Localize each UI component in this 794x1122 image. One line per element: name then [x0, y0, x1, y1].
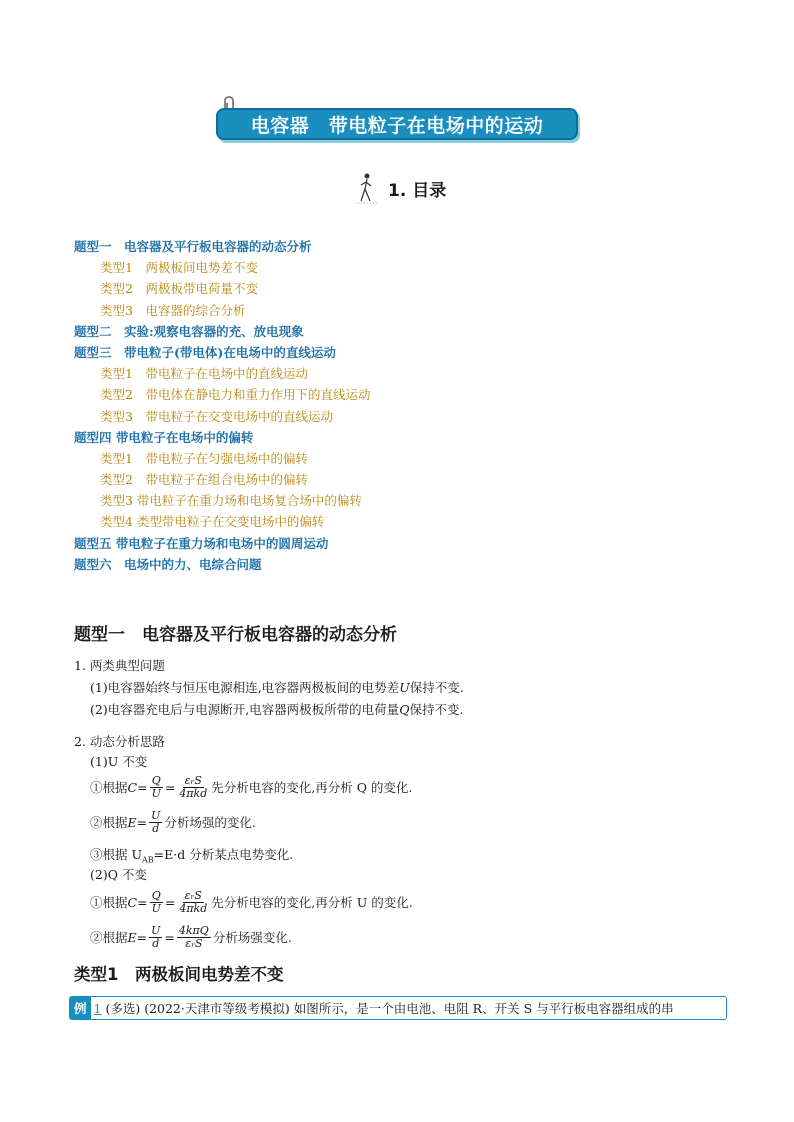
figure-icon: [352, 171, 382, 205]
title-banner: [216, 108, 578, 140]
subsection-heading: 类型1 两极板间电势差不变: [74, 965, 284, 984]
formula-line: ②根据 E= $\frac{U}{d}$ 分析场强的变化.: [90, 809, 256, 835]
toc-item[interactable]: 类型2 带电体在静电力和重力作用下的直线运动: [100, 387, 371, 403]
fraction: $\frac{Q}{U}$: [151, 889, 161, 915]
toc-item[interactable]: 题型一 电容器及平行板电容器的动态分析: [74, 239, 312, 254]
table-of-contents: [74, 236, 734, 575]
fraction: $\frac{U}{d}$: [151, 924, 161, 950]
toc-item[interactable]: 题型六 电场中的力、电综合问题: [74, 556, 262, 572]
toc-header: [352, 168, 446, 208]
case-label: (1)U 不变: [90, 754, 148, 769]
toc-item[interactable]: 类型3 带电粒子在重力场和电场复合场中的偏转: [100, 493, 362, 509]
page-title: 电容器 带电粒子在电场中的运动: [250, 114, 544, 137]
formula-line: ①根据 C= $\frac{Q}{U}$ = $\frac{\text{εᵣS}}{\text{4πkd}}$ 先分析电容的变化,再分析 Q 的变化.: [90, 774, 413, 800]
toc-item[interactable]: 类型3 带电粒子在交变电场中的直线运动: [100, 408, 333, 424]
toc-item[interactable]: 类型1 带电粒子在匀强电场中的偏转: [100, 450, 308, 466]
toc-item[interactable]: 类型4 类型带电粒子在交变电场中的偏转: [100, 514, 325, 530]
example-text: (多选) (2022·天津市等级考模拟) 如图所示，是一个由电池、电阻 R、开关 S 与平行板电容器组成的串: [105, 1001, 674, 1016]
toc-item[interactable]: 题型三 带电粒子(带电体)在电场中的直线运动: [74, 344, 336, 360]
fraction: $\frac{\text{εᵣS}}{\text{4πkd}}$: [179, 774, 208, 800]
paragraph: (1)电容器始终与恒压电源相连,电容器两极板间的电势差U保持不变.: [90, 680, 464, 695]
toc-item[interactable]: 类型3 电容器的综合分析: [100, 302, 246, 318]
formula-line: ②根据 E= $\frac{U}{d}$ = $\frac{\text{4kπQ}}{\text{εᵣS}}$ 分析场强变化.: [90, 924, 292, 950]
toc-item[interactable]: 题型四 带电粒子在电场中的偏转: [74, 429, 254, 445]
example-box: [69, 996, 727, 1020]
case-label: (2)Q 不变: [90, 867, 147, 882]
fraction: $\frac{Q}{U}$: [151, 774, 161, 800]
fraction: $\frac{U}{d}$: [151, 809, 161, 835]
paragraph: (2)电容器充电后与电源断开,电容器两极板所带的电荷量Q保持不变.: [90, 702, 464, 717]
toc-item[interactable]: 类型1 带电粒子在电场中的直线运动: [100, 366, 308, 382]
formula-line: ①根据 C= $\frac{Q}{U}$ = $\frac{\text{εᵣS}}{\text{4πkd}}$ 先分析电容的变化,再分析 U 的变化.: [90, 889, 413, 915]
toc-item[interactable]: 类型1 两极板间电势差不变: [100, 260, 258, 276]
paragraph-title: 1. 两类典型问题: [74, 658, 165, 673]
toc-item[interactable]: 题型五 带电粒子在重力场和电场中的圆周运动: [74, 535, 329, 551]
toc-item[interactable]: 题型二 实验:观察电容器的充、放电现象: [74, 323, 304, 339]
toc-item[interactable]: 类型2 带电粒子在组合电场中的偏转: [100, 472, 308, 488]
example-tag: 例: [70, 997, 91, 1019]
formula-line: ③根据 $U_{AB}=E\cdot d$ 分析某点电势变化.: [90, 847, 294, 865]
fraction: $\frac{\text{4kπQ}}{\text{εᵣS}}$: [178, 924, 209, 950]
example-number[interactable]: 1: [93, 1000, 102, 1016]
section-heading: 题型一 电容器及平行板电容器的动态分析: [74, 625, 397, 645]
toc-heading: 1. 目录: [388, 180, 447, 201]
fraction: $\frac{\text{εᵣS}}{\text{4πkd}}$: [179, 889, 208, 915]
toc-item[interactable]: 类型2 两极板带电荷量不变: [100, 281, 258, 297]
paragraph-title: 2. 动态分析思路: [74, 734, 165, 749]
